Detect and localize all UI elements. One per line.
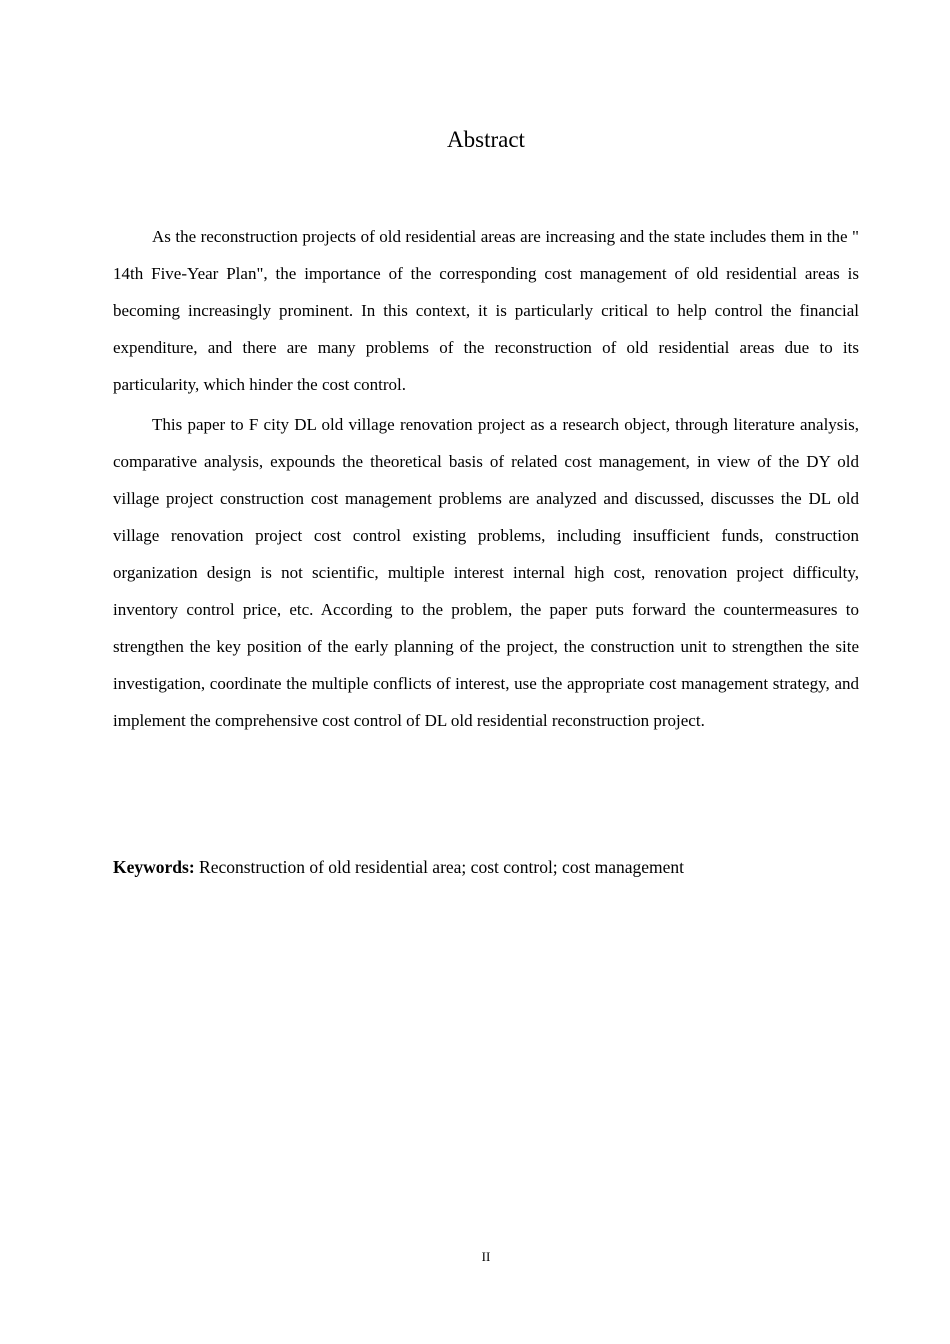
page-number: II <box>481 1249 491 1264</box>
keywords-line <box>113 852 859 882</box>
abstract-body <box>113 218 859 739</box>
keywords-label: Keywords: <box>113 857 195 877</box>
keywords-text: Reconstruction of old residential area; cost control; cost management <box>194 857 685 877</box>
abstract-paragraph-2: This paper to F city DL old village renovation project as a research object, through literature analysis, comparative analysis, expounds the theoretical basis of related cost management, in view of the DY old village project construction cost management problems are analyzed and discussed, discusses the DL old village renovation project cost control existing problems, including insufficient funds, construction organization design is not scientific, multiple interest internal high cost, renovation project difficulty, inventory control price, etc. According to the problem, the paper puts forward the countermeasures to strengthen the key position of the early planning of the project, the construction unit to strengthen the site investigation, coordinate the multiple conflicts of interest, use the appropriate cost management strategy, and implement the comprehensive cost control of DL old residential reconstruction project. <box>113 415 859 730</box>
abstract-paragraph-1: As the reconstruction projects of old residential areas are increasing and the state includes them in the " 14th Five-Year Plan", the importance of the corresponding cost management of old residential areas is becoming increasingly prominent. In this context, it is particularly critical to help control the financial expenditure, and there are many problems of the reconstruction of old residential areas due to its particularity, which hinder the cost control. <box>113 227 859 394</box>
abstract-title: Abstract <box>447 127 525 152</box>
